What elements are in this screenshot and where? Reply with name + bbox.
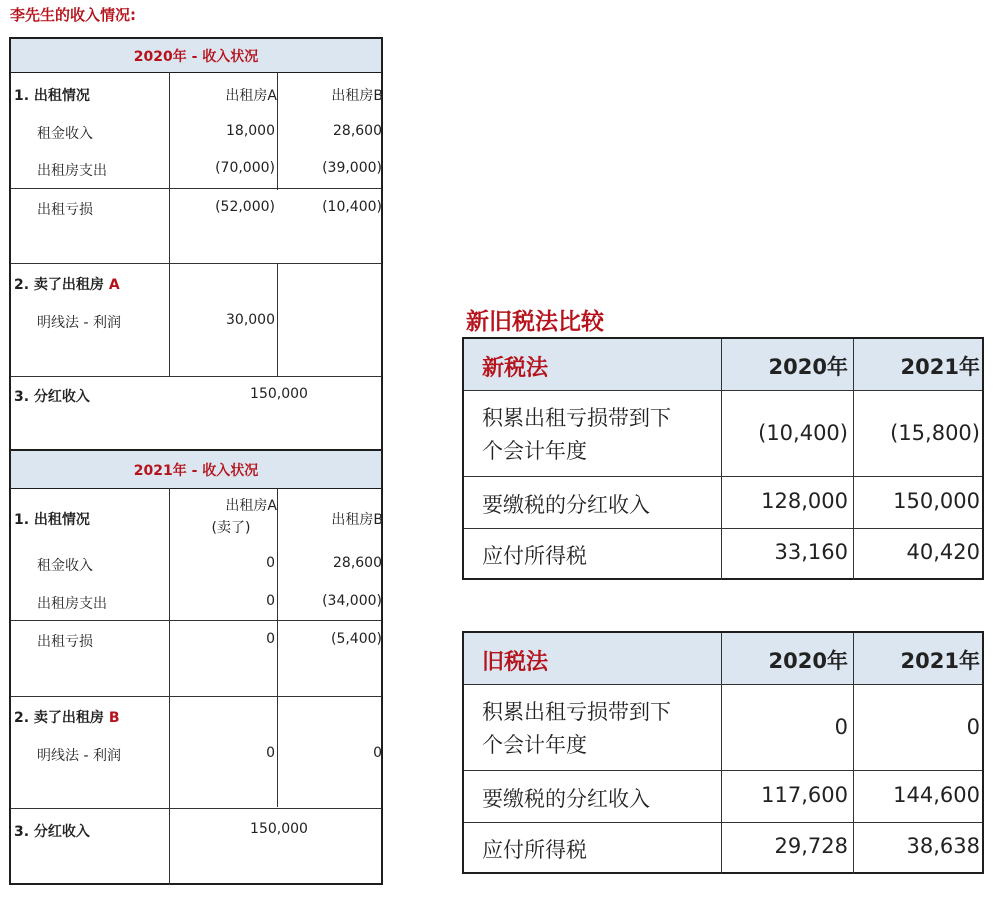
rent-expense-label: 出租房支出 bbox=[37, 596, 107, 612]
rent-loss-a: (52,000) bbox=[215, 199, 275, 215]
table-header-2021: 2021年 - 收入状况 bbox=[11, 451, 381, 489]
rent-income-label: 租金收入 bbox=[37, 558, 93, 574]
dividend-value: 150,000 bbox=[250, 821, 308, 837]
income-tax-2020: 29,728 bbox=[774, 834, 848, 858]
old-tax-title: 旧税法 bbox=[482, 650, 549, 675]
profit-label: 明线法 - 利润 bbox=[37, 748, 121, 764]
section-rental: 1. 出租情况 bbox=[14, 512, 90, 528]
col-house-b: 出租房B bbox=[331, 88, 383, 104]
section-sold-house bbox=[14, 274, 120, 294]
rent-loss-label: 出租亏损 bbox=[37, 202, 93, 218]
profit-b: 0 bbox=[373, 745, 382, 761]
col-house-b: 出租房B bbox=[331, 512, 383, 528]
income-tax-2021: 38,638 bbox=[906, 834, 980, 858]
rent-income-b: 28,600 bbox=[333, 555, 382, 571]
carry-loss-label-1: 积累出租亏损带到下 bbox=[482, 406, 671, 430]
compare-title: 新旧税法比较 bbox=[466, 309, 604, 335]
sold-house-id: A bbox=[108, 277, 120, 293]
rent-expense-label: 出租房支出 bbox=[37, 163, 107, 179]
carry-loss-label-1: 积累出租亏损带到下 bbox=[482, 700, 671, 724]
income-tax-label: 应付所得税 bbox=[482, 544, 587, 568]
rent-expense-a: 0 bbox=[266, 593, 275, 609]
col-house-a-sold: (卖了) bbox=[211, 520, 251, 536]
taxable-dividend-2020: 128,000 bbox=[761, 489, 848, 513]
income-tax-label: 应付所得税 bbox=[482, 838, 587, 862]
old-tax-law-table bbox=[462, 631, 984, 874]
page-title: 李先生的收入情况: bbox=[10, 6, 136, 24]
new-tax-title: 新税法 bbox=[482, 356, 549, 381]
taxable-dividend-2021: 150,000 bbox=[893, 489, 980, 513]
col-house-a: 出租房A bbox=[225, 498, 277, 514]
section-dividend: 3. 分红收入 bbox=[14, 389, 90, 405]
carry-loss-2021: (15,800) bbox=[890, 421, 980, 445]
carry-loss-2020: (10,400) bbox=[758, 421, 848, 445]
sold-house-id: B bbox=[108, 710, 120, 726]
section-sold-house bbox=[14, 707, 119, 727]
section-sold-house-label: 2. 卖了出租房 bbox=[14, 277, 104, 293]
income-tax-2020: 33,160 bbox=[774, 540, 848, 564]
rent-income-a: 0 bbox=[266, 555, 275, 571]
rent-loss-b: (5,400) bbox=[330, 631, 382, 647]
col-house-a: 出租房A bbox=[225, 88, 277, 104]
carry-loss-label-2: 个会计年度 bbox=[482, 439, 587, 463]
carry-loss-2021: 0 bbox=[966, 715, 980, 739]
col-2020: 2020年 bbox=[768, 355, 848, 379]
rent-income-a: 18,000 bbox=[226, 123, 275, 139]
taxable-dividend-label: 要缴税的分红收入 bbox=[482, 493, 650, 517]
rent-loss-a: 0 bbox=[266, 631, 275, 647]
rent-expense-b: (34,000) bbox=[322, 593, 382, 609]
col-2021: 2021年 bbox=[900, 355, 980, 379]
col-2020: 2020年 bbox=[768, 649, 848, 673]
section-dividend: 3. 分红收入 bbox=[14, 824, 90, 840]
section-rental: 1. 出租情况 bbox=[14, 88, 90, 104]
taxable-dividend-label: 要缴税的分红收入 bbox=[482, 787, 650, 811]
rent-expense-a: (70,000) bbox=[215, 160, 275, 176]
profit-a: 30,000 bbox=[226, 312, 275, 328]
taxable-dividend-2021: 144,600 bbox=[893, 783, 980, 807]
rent-expense-b: (39,000) bbox=[322, 160, 382, 176]
section-sold-house-label: 2. 卖了出租房 bbox=[14, 710, 104, 726]
rent-loss-label: 出租亏损 bbox=[37, 634, 93, 650]
rent-income-b: 28,600 bbox=[333, 123, 382, 139]
dividend-value: 150,000 bbox=[250, 386, 308, 402]
carry-loss-2020: 0 bbox=[834, 715, 848, 739]
table-header-2020: 2020年 - 收入状况 bbox=[11, 39, 381, 73]
income-tax-2021: 40,420 bbox=[906, 540, 980, 564]
new-tax-law-table bbox=[462, 337, 984, 580]
profit-a: 0 bbox=[266, 745, 275, 761]
profit-label: 明线法 - 利润 bbox=[37, 315, 121, 331]
col-2021: 2021年 bbox=[900, 649, 980, 673]
rent-loss-b: (10,400) bbox=[322, 199, 382, 215]
rent-income-label: 租金收入 bbox=[37, 126, 93, 142]
income-table-2020 bbox=[9, 37, 383, 451]
taxable-dividend-2020: 117,600 bbox=[761, 783, 848, 807]
income-table-2021 bbox=[9, 449, 383, 885]
carry-loss-label-2: 个会计年度 bbox=[482, 733, 587, 757]
